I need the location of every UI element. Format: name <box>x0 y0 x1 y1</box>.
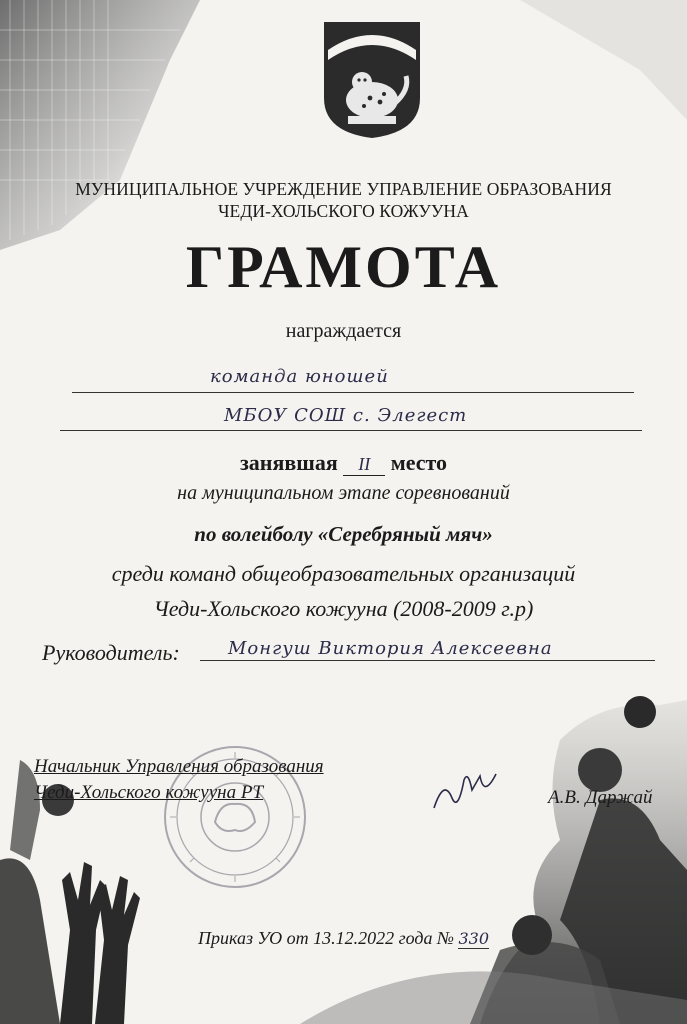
place-value-handwritten: II <box>343 454 385 476</box>
awarded-text: награждается <box>285 320 402 342</box>
event-line-2: по волейболу «Серебряный мяч» <box>194 522 493 546</box>
chief-position-line2: Чеди-Хольского кожууна РТ <box>34 782 264 803</box>
organization-name-line2: ЧЕДИ-ХОЛЬСКОГО КОЖУУНА <box>218 201 469 221</box>
chief-position <box>34 754 324 806</box>
leader-line <box>200 660 655 661</box>
event-line-1: на муниципальном этапе соревнований <box>177 482 510 504</box>
recipient-line-2 <box>60 430 642 431</box>
place-row <box>0 450 687 476</box>
recipient-line-1 <box>72 392 634 393</box>
event-line-3: среди команд общеобразовательных организаций <box>111 561 576 586</box>
top-right-decoration <box>520 0 687 120</box>
leader-label: Руководитель: <box>42 640 180 665</box>
place-prefix: занявшая <box>239 450 338 475</box>
certificate-title: ГРАМОТА <box>185 234 502 300</box>
leader-name-handwritten: Монгуш Виктория Алексеевна <box>228 638 553 659</box>
order-text: Приказ УО от 13.12.2022 года № <box>197 928 454 948</box>
chief-position-line1: Начальник Управления образования <box>34 756 324 777</box>
signatory-name: А.В. Даржай <box>548 787 653 808</box>
recipient-school-handwritten: МБОУ СОШ с. Элегест <box>224 405 468 426</box>
order-line <box>0 928 687 949</box>
order-number-handwritten: 330 <box>458 929 490 948</box>
recipient-name-handwritten: команда юношей <box>210 366 389 387</box>
organization-header <box>0 178 687 222</box>
snow-leopard-emblem <box>322 20 422 140</box>
place-suffix: место <box>390 450 448 475</box>
handwritten-signature <box>430 768 500 814</box>
event-line-4: Чеди-Хольского кожууна (2008-2009 г.р) <box>153 596 534 621</box>
organization-name-line1: МУНИЦИПАЛЬНОЕ УЧРЕЖДЕНИЕ УПРАВЛЕНИЕ ОБРАЗОВАНИЯ <box>75 179 612 199</box>
